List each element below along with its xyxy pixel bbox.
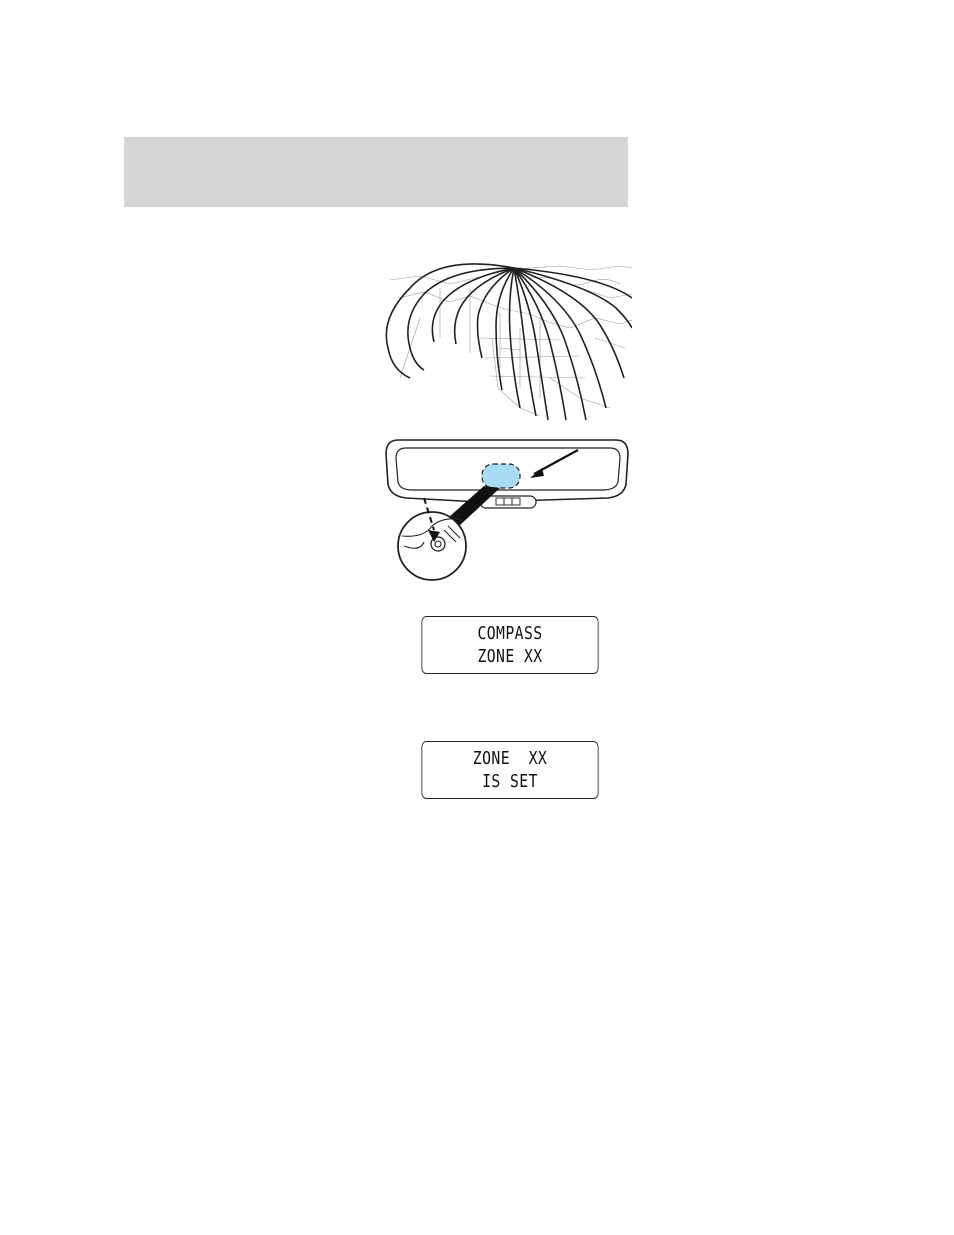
- display-line-1: ZONE XX: [472, 748, 548, 769]
- section-header-bar: [124, 137, 628, 207]
- display-line-1: COMPASS: [477, 623, 543, 644]
- display-line-2: IS SET: [482, 771, 538, 792]
- compass-zone-map-icon: [380, 258, 632, 420]
- zone-set-display: [421, 741, 598, 799]
- display-line-2: ZONE XX: [477, 646, 543, 667]
- rearview-mirror-icon: [384, 434, 630, 582]
- compass-zone-display: [421, 616, 598, 674]
